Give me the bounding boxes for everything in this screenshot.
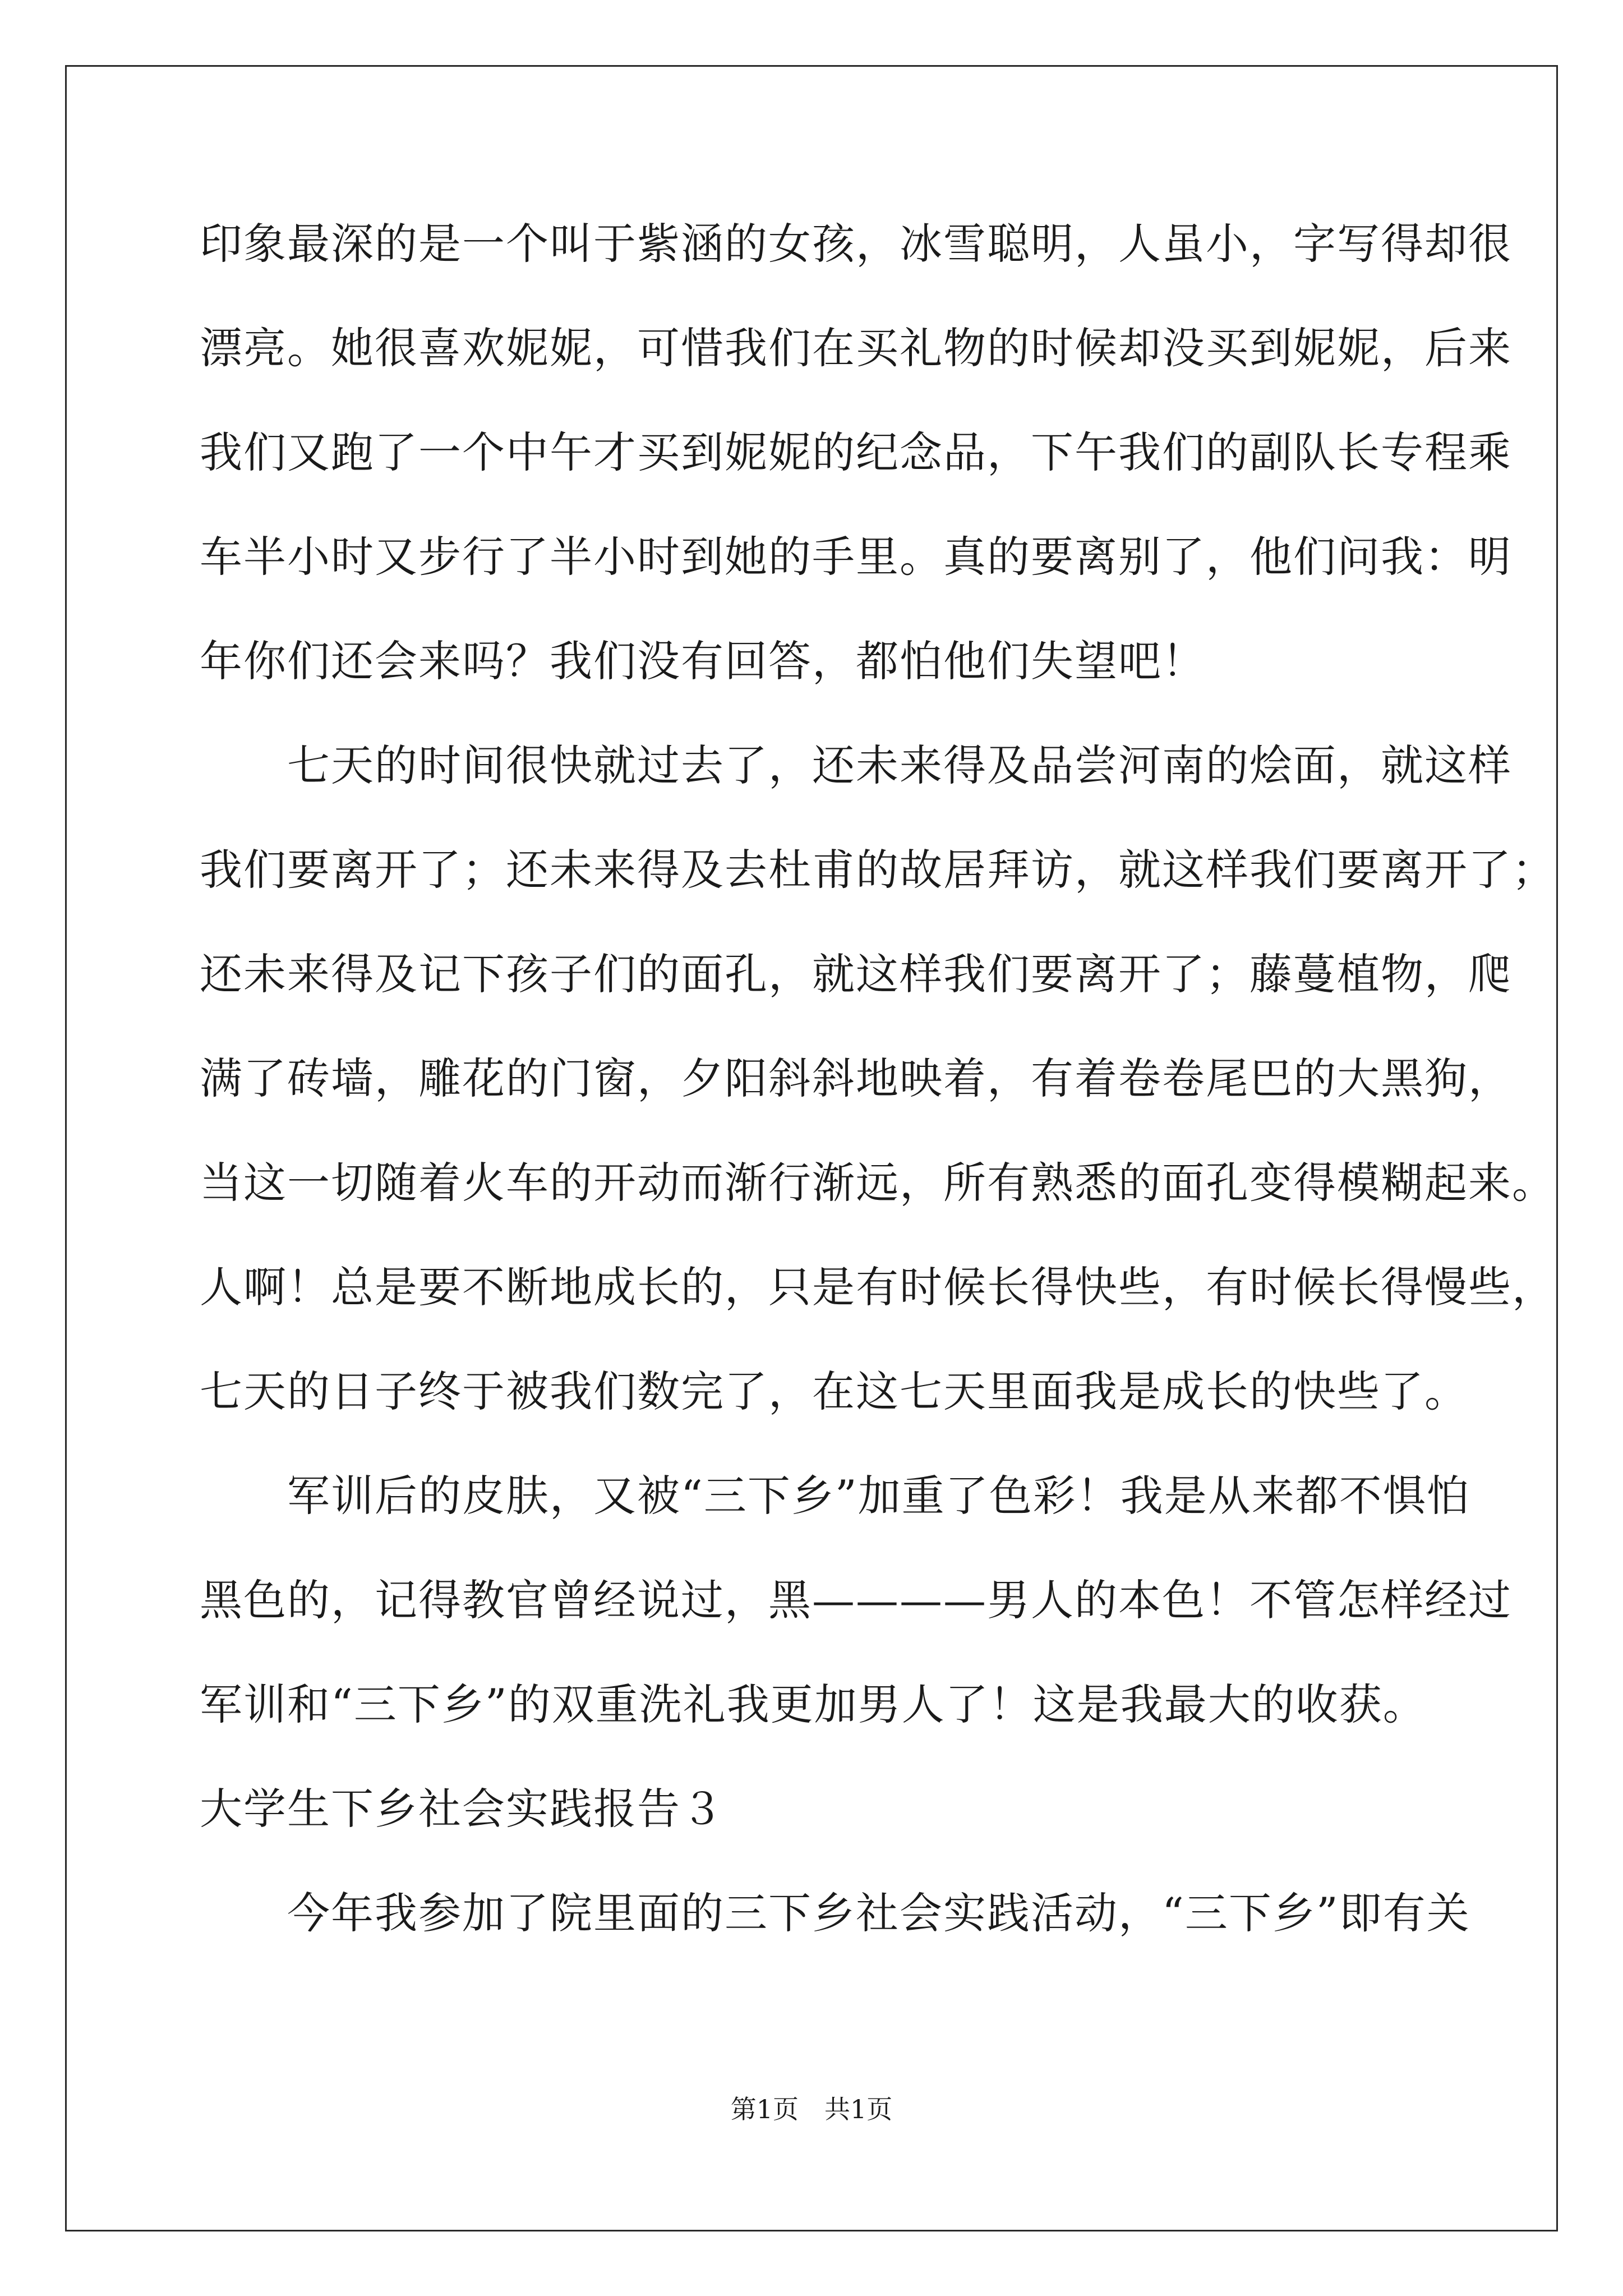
- text-line: 七天的日子终于被我们数完了，在这七天里面我是成长的快些了。: [200, 1366, 1468, 1416]
- text-line: 当这一切随着火车的开动而渐行渐远，所有熟悉的面孔变得模糊起来。: [200, 1158, 1556, 1208]
- text-line: 我们又跑了一个中午才买到妮妮的纪念品，下午我们的副队长专程乘: [200, 427, 1512, 477]
- text-line: 年你们还会来吗？我们没有回答，都怕他们失望吧！: [200, 636, 1206, 686]
- text-line: 我们要离开了；还未来得及去杜甫的故居拜访，就这样我们要离开了；: [200, 845, 1556, 895]
- page-footer: 第1页 共1页: [730, 2094, 893, 2124]
- text-line: 七天的时间很快就过去了，还未来得及品尝河南的烩面，就这样: [200, 740, 1512, 790]
- text-line: 漂亮。她很喜欢妮妮，可惜我们在买礼物的时候却没买到妮妮，后来: [200, 323, 1512, 373]
- text-line: 军训和“三下乡”的双重洗礼我更加男人了！这是我最大的收获。: [200, 1680, 1427, 1729]
- text-line: 车半小时又步行了半小时到她的手里。真的要离别了，他们问我：明: [200, 532, 1512, 582]
- text-line: 军训后的皮肤，又被“三下乡”加重了色彩！我是从来都不惧怕: [200, 1471, 1470, 1521]
- section-heading: 大学生下乡社会实践报告３: [200, 1784, 725, 1834]
- text-line: 满了砖墙，雕花的门窗，夕阳斜斜地映着，有着卷卷尾巴的大黑狗，: [200, 1053, 1512, 1103]
- text-line: 黑色的，记得教官曾经说过，黑————男人的本色！不管怎样经过: [200, 1575, 1512, 1625]
- text-line: 今年我参加了院里面的三下乡社会实践活动，“三下乡”即有关: [200, 1888, 1470, 1938]
- text-line: 人啊！总是要不断地成长的，只是有时候长得快些，有时候长得慢些，: [200, 1262, 1556, 1312]
- text-line: 印象最深的是一个叫于紫涵的女孩，冰雪聪明，人虽小，字写得却很: [200, 219, 1512, 269]
- text-line: 还未来得及记下孩子们的面孔，就这样我们要离开了；藤蔓植物，爬: [200, 949, 1512, 999]
